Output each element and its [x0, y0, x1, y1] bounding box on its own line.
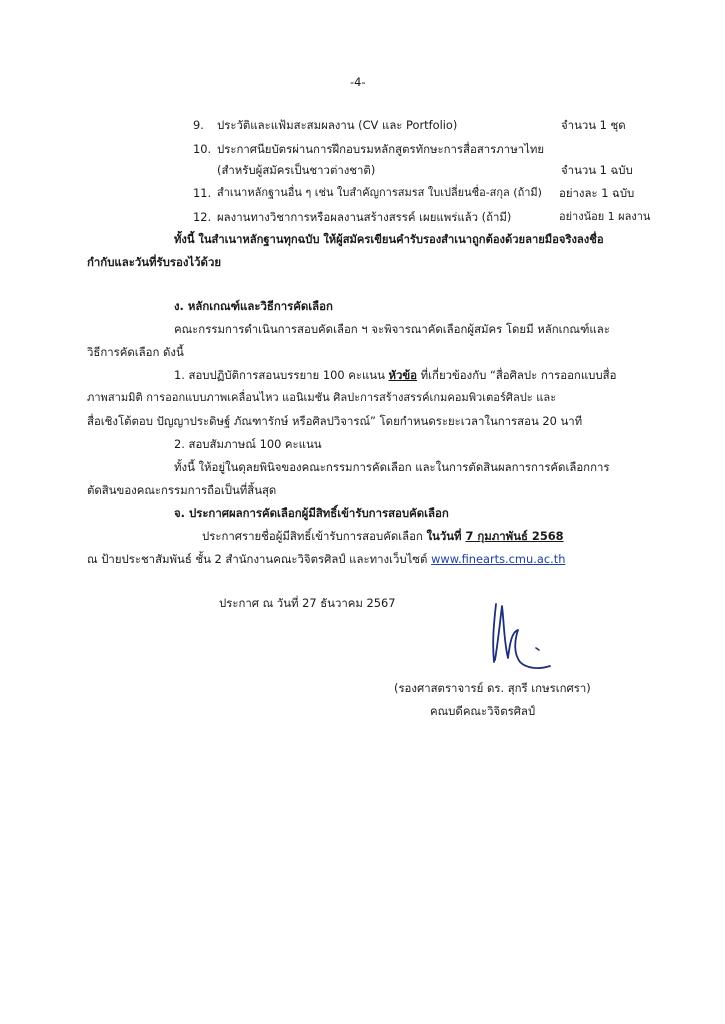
criteria-heading: ง. หลักเกณฑ์และวิธีการคัดเลือก [174, 299, 333, 313]
doc-item-text: ผลงานทางวิชาการหรือผลงานสร้างสรรค์ เผยแพร่แล้ว (ถ้ามี) [217, 210, 512, 224]
doc-item-qty: อย่างน้อย 1 ผลงาน [559, 210, 651, 223]
signatory-position: คณบดีคณะวิจิตรศิลป์ [430, 704, 536, 718]
announce-line2 [87, 551, 565, 567]
doc-item-qty: อย่างละ 1 ฉบับ [559, 186, 635, 200]
doc-item-qty: จำนวน 1 ชุด [561, 118, 626, 132]
doc-item-text-cont: (สำหรับผู้สมัครเป็นชาวต่างชาติ) [217, 163, 376, 177]
criteria-item1-post: ที่เกี่ยวข้องกับ “สื่อศิลปะ การออกแบบสื่อ [417, 368, 617, 382]
signature-scribble [478, 592, 558, 682]
criteria-intro-line2: วิธีการคัดเลือก ดังนี้ [87, 345, 184, 359]
doc-item-text: สำเนาหลักฐานอื่น ๆ เช่น ใบสำคัญการสมรส ใบเปลี่ยนชื่อ-สกุล (ถ้ามี) [217, 186, 542, 199]
criteria-item1-topic: หัวข้อ [388, 368, 418, 382]
criteria-item1-line3: สื่อเชิงโต้ตอบ ปัญญาประดิษฐ์ ภัณฑารักษ์ หรือศิลปวิจารณ์” โดยกำหนดระยะเวลาในการสอน 20 นาที [87, 414, 583, 428]
criteria-item2: 2. สอบสัมภาษณ์ 100 คะแนน [174, 437, 322, 451]
doc-item-qty: จำนวน 1 ฉบับ [561, 163, 633, 177]
announce-line1-bold: ในวันที่ [426, 529, 466, 543]
doc-item-number: 11. [193, 186, 212, 200]
announce-line1-pre: ประกาศรายชื่อผู้มีสิทธิ์เข้ารับการสอบคัดเลือก [202, 529, 427, 543]
criteria-intro-line1: คณะกรรมการดำเนินการสอบคัดเลือก ฯ จะพิจารณาคัดเลือกผู้สมัคร โดยมี หลักเกณฑ์และ [174, 322, 610, 336]
page-number: -4- [350, 75, 366, 89]
doc-item-text: ประวัติและแฟ้มสะสมผลงาน (CV และ Portfolio) [217, 118, 458, 132]
documents-note-line2: กำกับและวันที่รับรองไว้ด้วย [87, 255, 222, 269]
documents-note-line1: ทั้งนี้ ในสำเนาหลักฐานทุกฉบับ ให้ผู้สมัครเขียนคำรับรองสำเนาถูกต้องด้วยลายมือจริงลงชื่อ [174, 233, 604, 246]
doc-item-number: 12. [193, 210, 212, 224]
announce-line1 [202, 528, 564, 544]
doc-item-text: ประกาศนียบัตรผ่านการฝึกอบรมหลักสูตรทักษะการสื่อสารภาษาไทย [217, 142, 545, 156]
doc-item-number: 9. [193, 118, 204, 132]
website-link[interactable]: www.finearts.cmu.ac.th [431, 552, 566, 566]
criteria-note-line1: ทั้งนี้ ให้อยู่ในดุลยพินิจของคณะกรรมการคัดเลือก และในการตัดสินผลการการคัดเลือกการ [174, 460, 610, 474]
announced-date: ประกาศ ณ วันที่ 27 ธันวาคม 2567 [219, 596, 396, 610]
criteria-item1-line1 [174, 367, 616, 383]
announce-heading: จ. ประกาศผลการคัดเลือกผู้มีสิทธิ์เข้ารับการสอบคัดเลือก [174, 506, 449, 520]
criteria-note-line2: ตัดสินของคณะกรรมการถือเป็นที่สิ้นสุด [87, 483, 277, 497]
criteria-item1-pre: 1. สอบปฏิบัติการสอนบรรยาย 100 คะแนน [174, 368, 389, 382]
signatory-name: (รองศาสตราจารย์ ดร. สุกรี เกษรเกศรา) [394, 681, 591, 695]
announce-date: 7 กุมภาพันธ์ 2568 [465, 529, 564, 543]
criteria-item1-line2: ภาพสามมิติ การออกแบบภาพเคลื่อนไหว แอนิเมชัน ศิลปะการสร้างสรรค์เกมคอมพิวเตอร์ศิลปะ และ [87, 391, 557, 404]
doc-item-number: 10. [193, 142, 212, 156]
announce-line2-pre: ณ ป้ายประชาสัมพันธ์ ชั้น 2 สำนักงานคณะวิจิตรศิลป์ และทางเว็บไซต์ [87, 552, 432, 566]
